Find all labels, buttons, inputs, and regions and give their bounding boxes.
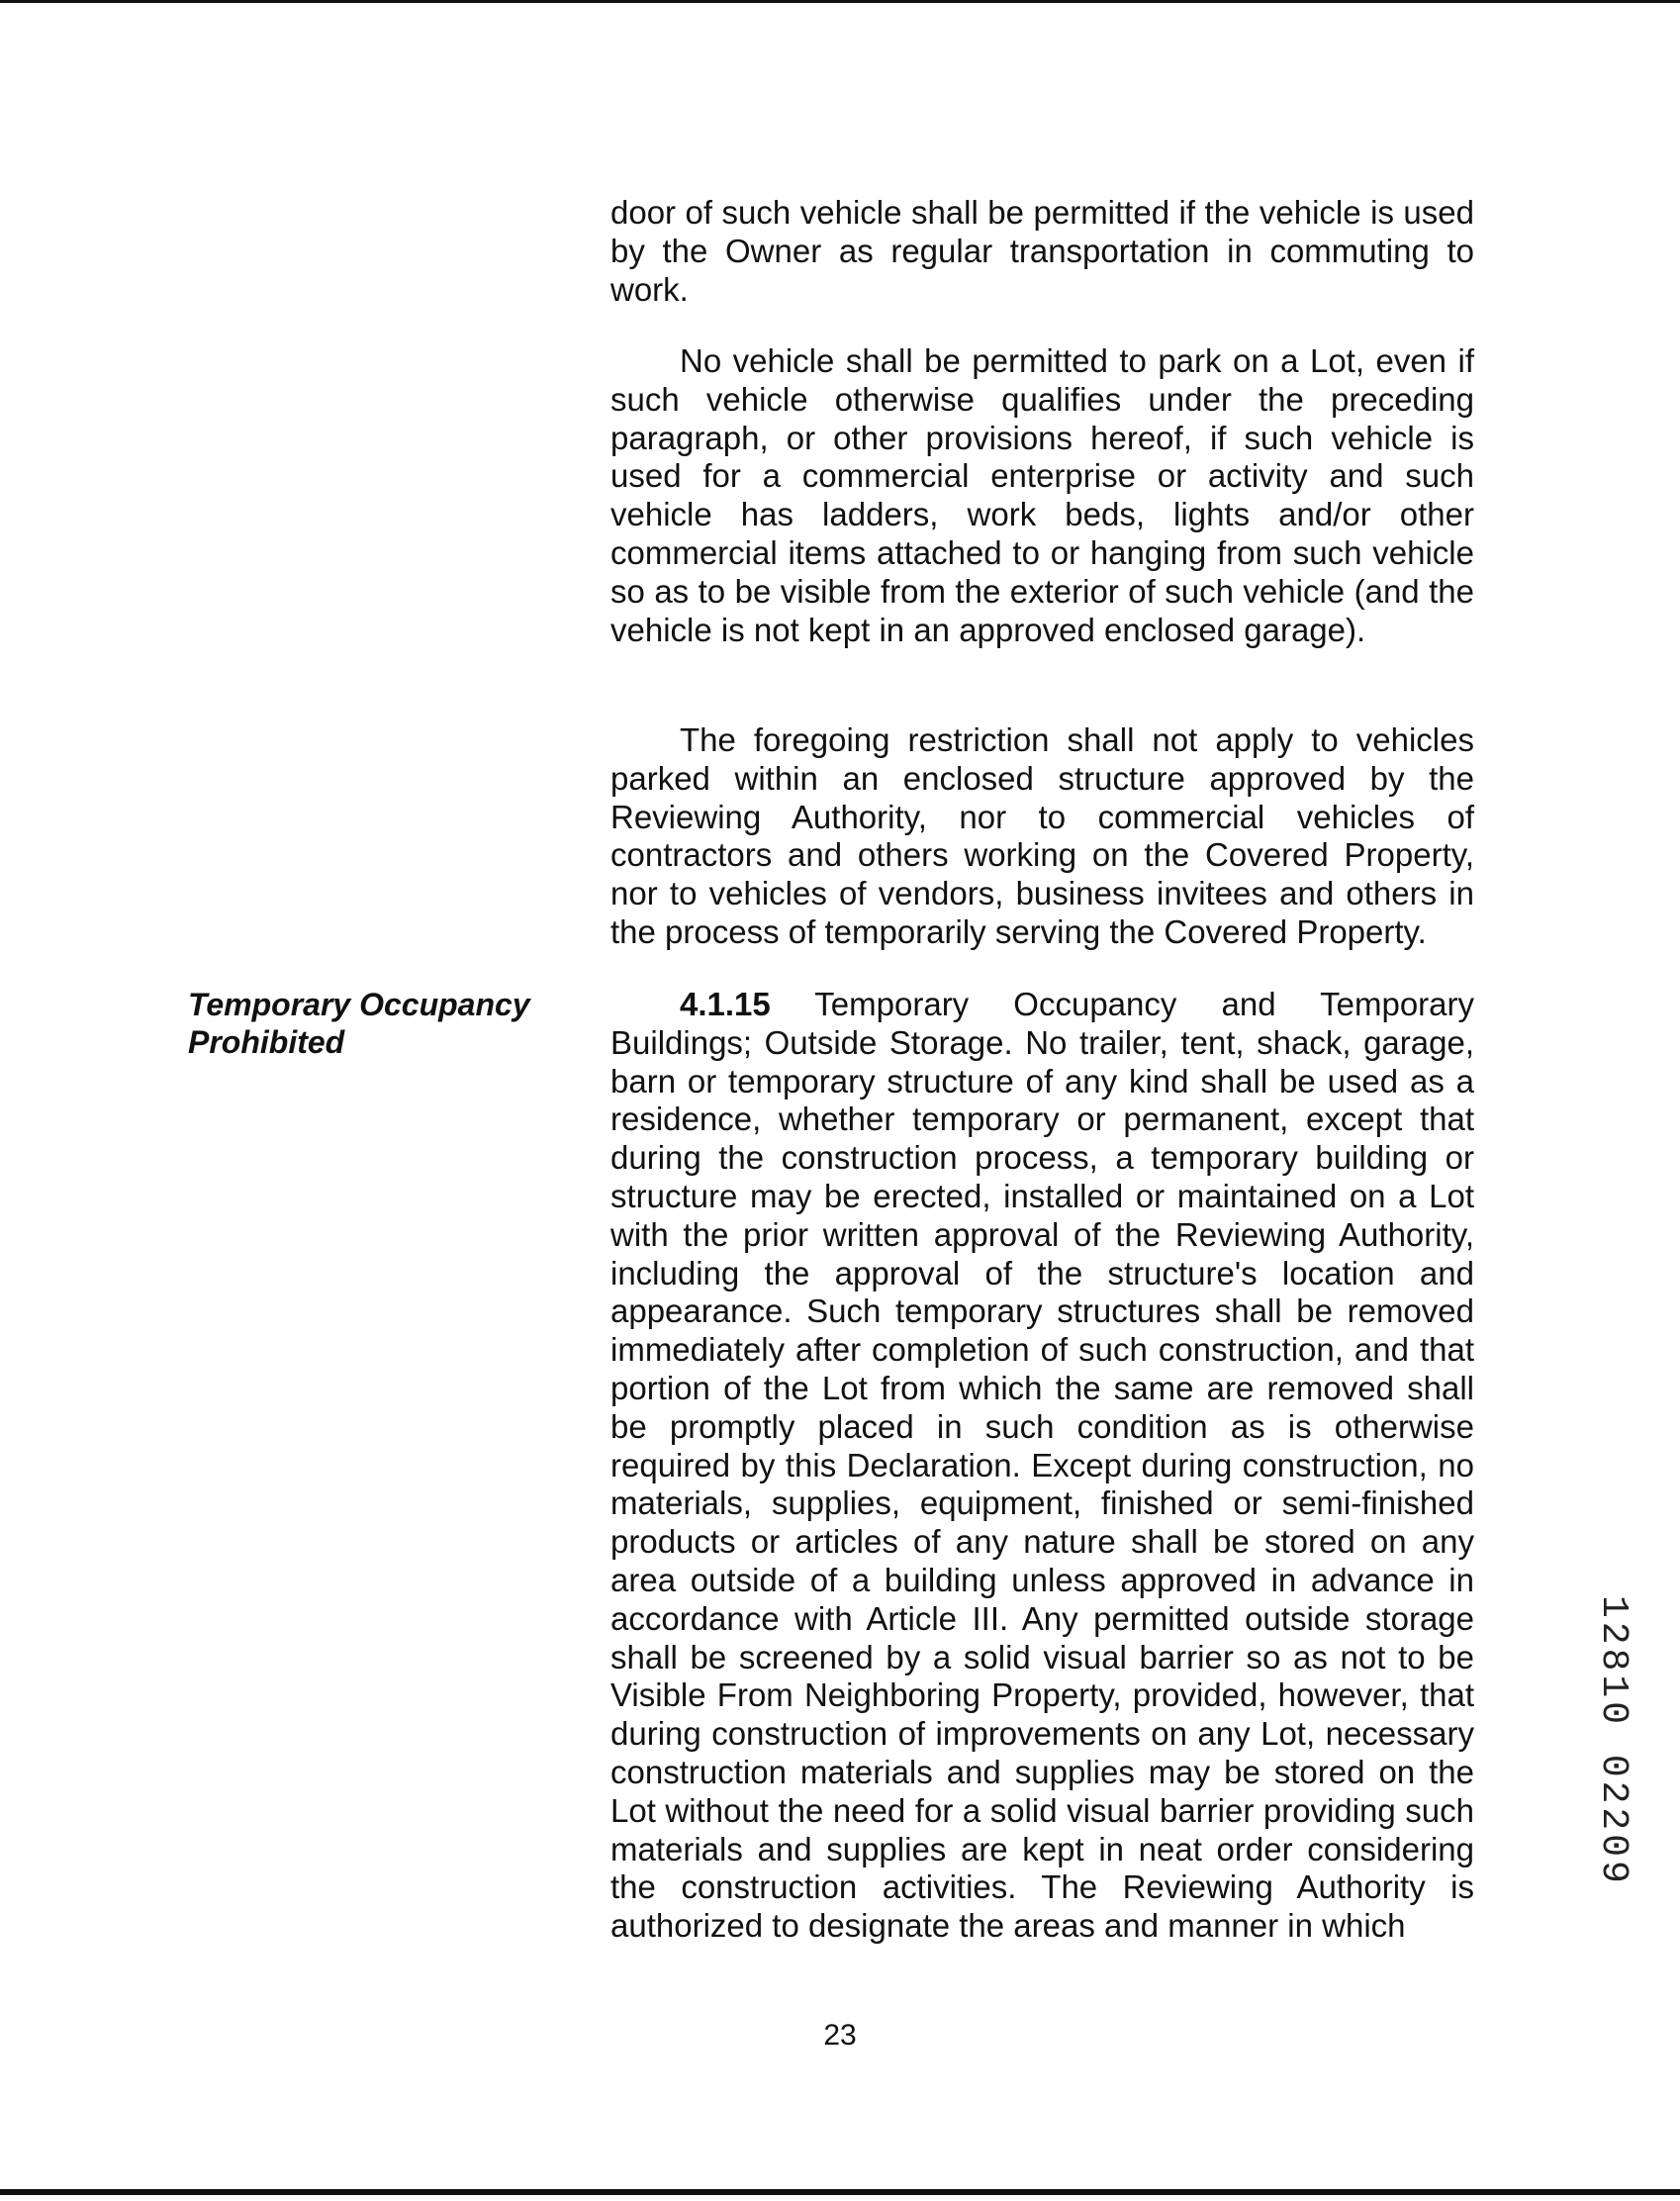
side-heading-line-1: Temporary Occupancy xyxy=(188,987,530,1022)
paragraph-1: door of such vehicle shall be permitted if the vehicle is used by the Owner as regular transportation in commuting to work. xyxy=(610,194,1474,308)
recording-stamp xyxy=(1592,1595,1640,2031)
scan-edge-top xyxy=(0,0,1680,3)
paragraph-4-text: Temporary Occupancy and Temporary Buildings; Outside Storage. No trailer, tent, shack, garage, barn or temporary structure of any kind shall be used as a residence, whether temporary or permanent, except that during the construction process, a temporary building or structure may be erected, installed or maintained on a Lot with the prior written approval of the Reviewing Authority, including the approval of the structure's location and appearance. Such temporary structures shall be removed immediately after completion of such construction, and that portion of the Lot from which the same are removed shall be promptly placed in such condition as is otherwise required by this Declaration. Except during construction, no materials, supplies, equipment, finished or semi-finished products or articles of any nature shall be stored on any area outside of a building unless approved in advance in accordance with Article III. Any permitted outside storage shall be screened by a solid visual barrier so as not to be Visible From Neighboring Property, provided, however, that during construction of improvements on any Lot, necessary construction materials and supplies may be stored on the Lot without the need for a solid visual barrier providing such materials and supplies are kept in neat order considering the construction activities. The Reviewing Authority is authorized to designate the areas and manner in which xyxy=(610,986,1474,1945)
recording-stamp-text: 12810 02209 xyxy=(1592,1595,1634,1887)
side-heading xyxy=(188,986,584,1061)
paragraph-2: No vehicle shall be permitted to park on a Lot, even if such vehicle otherwise qualifies under the preceding paragraph, or other provisions hereof, if such vehicle is used for a commercial enterprise or activity and such vehicle has ladders, work beds, lights and/or other commercial items attached to or hanging from such vehicle so as to be visible from the exterior of such vehicle (and the vehicle is not kept in an approved enclosed garage). xyxy=(610,342,1474,648)
paragraph-4 xyxy=(610,986,1474,1946)
section-number: 4.1.15 xyxy=(680,986,771,1022)
paragraph-3: The foregoing restriction shall not apply to vehicles parked within an enclosed structure approved by the Reviewing Authority, nor to commercial vehicles of contractors and others working on the Covered Property, nor to vehicles of vendors, business invitees and others in the process of temporarily serving the Covered Property. xyxy=(610,721,1474,950)
scan-edge-bottom xyxy=(0,2189,1680,2195)
side-heading-line-2: Prohibited xyxy=(188,1024,345,1060)
page-number: 23 xyxy=(823,2019,857,2052)
